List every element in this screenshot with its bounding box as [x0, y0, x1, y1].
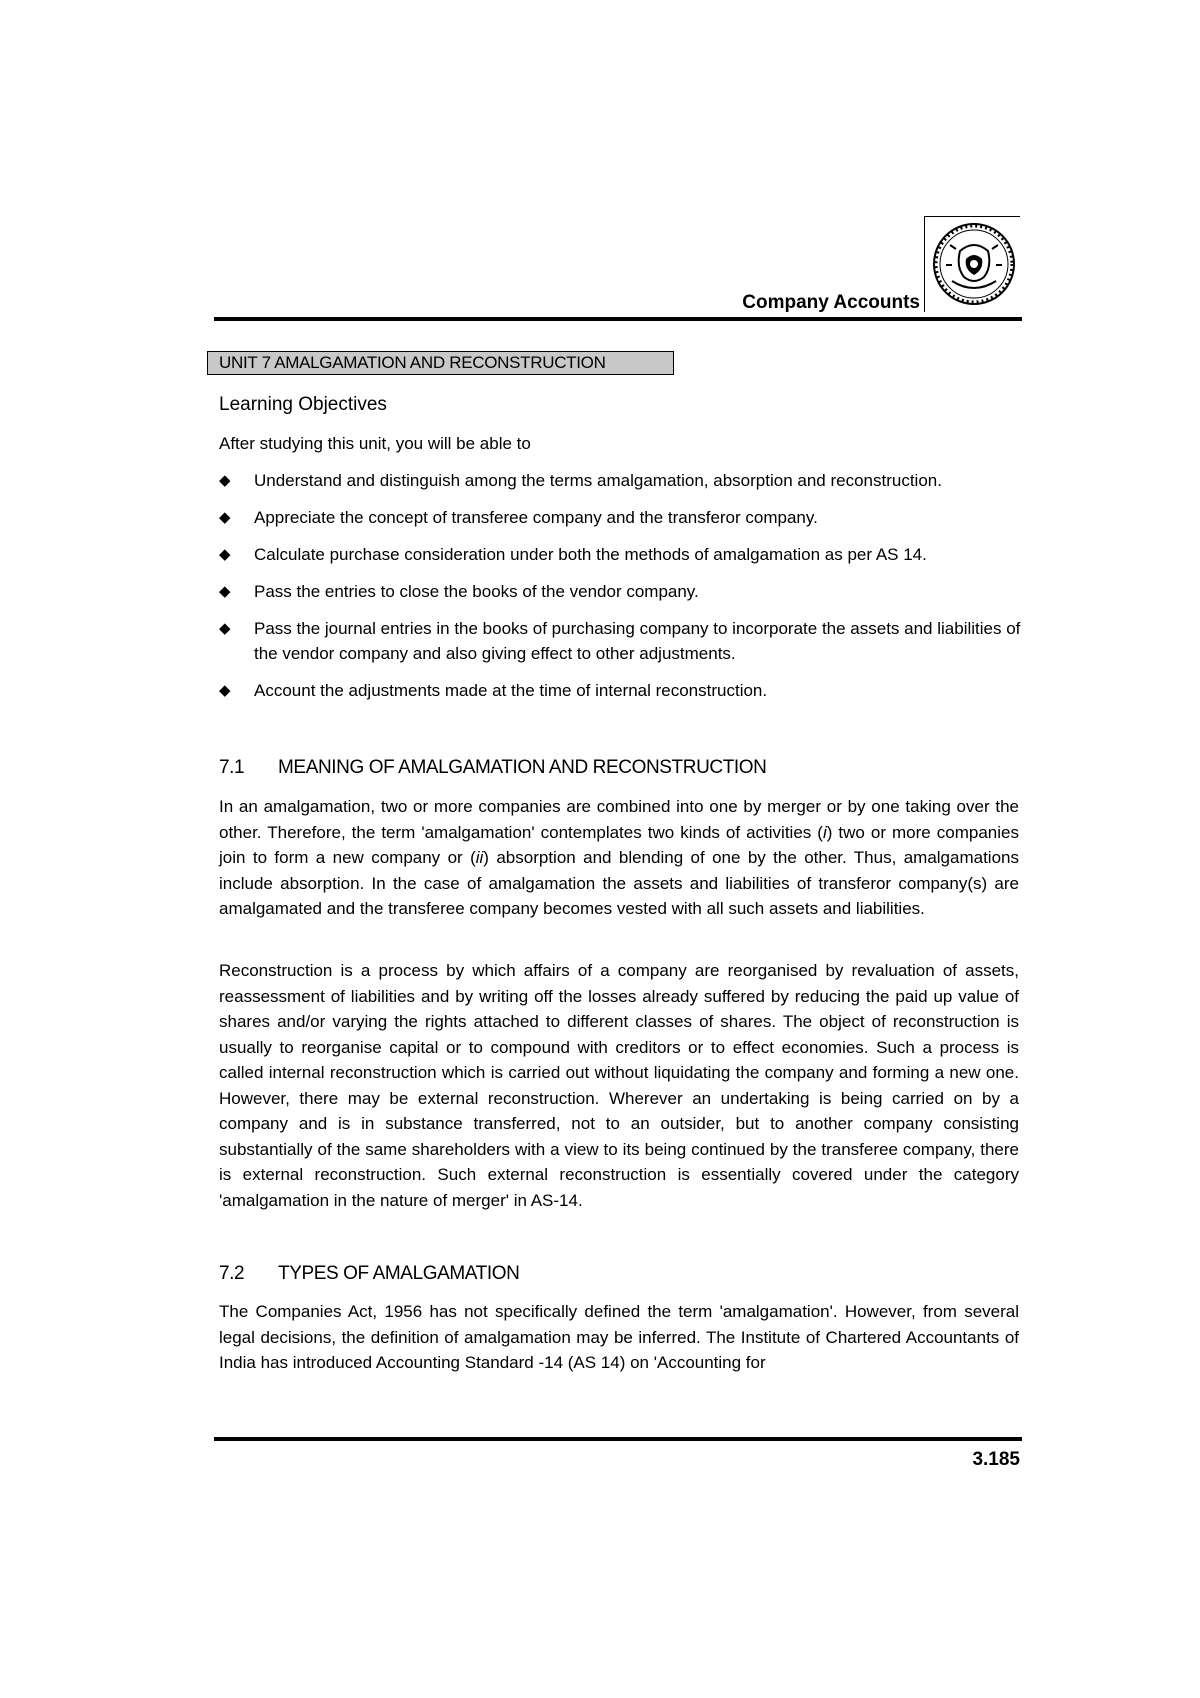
section-title: TYPES OF AMALGAMATION	[278, 1263, 520, 1284]
objective-item	[219, 616, 1029, 666]
footer-rule	[214, 1437, 1022, 1441]
objective-item	[219, 542, 1029, 567]
running-header-title: Company Accounts	[742, 292, 920, 313]
unit-title: UNIT 7 AMALGAMATION AND RECONSTRUCTION	[207, 351, 674, 375]
text-run: In an amalgamation, two or more companies are combined into one by merger or by one taking over the other. Therefore, the term 'amalgamation' contemplates two kinds of activities (	[219, 797, 1019, 842]
institute-seal-logo	[924, 216, 1020, 312]
text-run: ) absorption and blending of one by the other. Thus, amalgamations include absorption. In the case of amalgamation the assets and liabilities of transferor company(s) are amalgamated and the transferee company becomes vested with all such assets and liabilities.	[219, 848, 1019, 918]
section-heading-7-1	[219, 757, 767, 779]
italic-marker: ii	[475, 848, 484, 867]
page-number: 3.185	[972, 1449, 1020, 1470]
section-number: 7.2	[219, 1263, 245, 1284]
objective-item	[219, 468, 1029, 493]
paragraph-types-of-amalgamation: The Companies Act, 1956 has not specifically defined the term 'amalgamation'. However, from several legal decisions, the definition of amalgamation may be inferred. The Institute of Chartered Accountants of India has introduced Accounting Standard -14 (AS 14) on 'Accounting for	[219, 1302, 1019, 1372]
objective-item	[219, 579, 1029, 604]
objective-text: Calculate purchase consideration under both the methods of amalgamation as per AS 14.	[254, 545, 927, 564]
paragraph-amalgamation-meaning	[219, 794, 1019, 922]
objective-text: Understand and distinguish among the terms amalgamation, absorption and reconstruction.	[254, 471, 942, 490]
learning-objectives-list	[219, 468, 1029, 715]
italic-marker: i	[822, 822, 827, 842]
paragraph-reconstruction: Reconstruction is a process by which affairs of a company are reorganised by revaluation of assets, reassessment of liabilities and by writing off the losses already suffered by reducing the paid up value of shares and/or varying the rights attached to different classes of shares. The object of reconstruction is usually to reorganise capital or to compound with creditors or to effect economies. Such a process is called internal reconstruction which is carried out without liquidating the company and forming a new one. However, there may be external reconstruction. Wherever an undertaking is being carried on by a company and is in substance transferred, not to an outsider, but to another company consisting substantially of the same shareholders with a view to its being continued by the transferee company, there is external reconstruction. Such external reconstruction is essentially covered under the category 'amalgamation in the nature of merger' in AS-14.	[219, 961, 1019, 1210]
objective-text: Pass the entries to close the books of the vendor company.	[254, 582, 699, 601]
learning-objectives-intro: After studying this unit, you will be able to	[219, 434, 531, 453]
objective-text: Account the adjustments made at the time of internal reconstruction.	[254, 681, 768, 700]
text-run: ) two or more companies join to form a new company or (	[219, 822, 1019, 867]
objective-item	[219, 678, 1029, 703]
section-title: MEANING OF AMALGAMATION AND RECONSTRUCTION	[278, 757, 767, 778]
section-number: 7.1	[219, 757, 245, 778]
diamond-bullet-icon: ◆	[219, 682, 231, 699]
diamond-bullet-icon: ◆	[219, 472, 231, 489]
learning-objectives-heading: Learning Objectives	[219, 394, 387, 415]
diamond-bullet-icon: ◆	[219, 583, 231, 600]
diamond-bullet-icon: ◆	[219, 620, 231, 637]
objective-text: Pass the journal entries in the books of purchasing company to incorporate the assets and liabilities of the vendor company and also giving effect to other adjustments.	[254, 619, 1021, 663]
section-heading-7-2	[219, 1263, 519, 1285]
objective-text: Appreciate the concept of transferee company and the transferor company.	[254, 508, 818, 527]
diamond-bullet-icon: ◆	[219, 509, 231, 526]
header-rule	[214, 317, 1022, 321]
diamond-bullet-icon: ◆	[219, 546, 231, 563]
objective-item	[219, 505, 1029, 530]
seal-icon	[930, 221, 1018, 307]
